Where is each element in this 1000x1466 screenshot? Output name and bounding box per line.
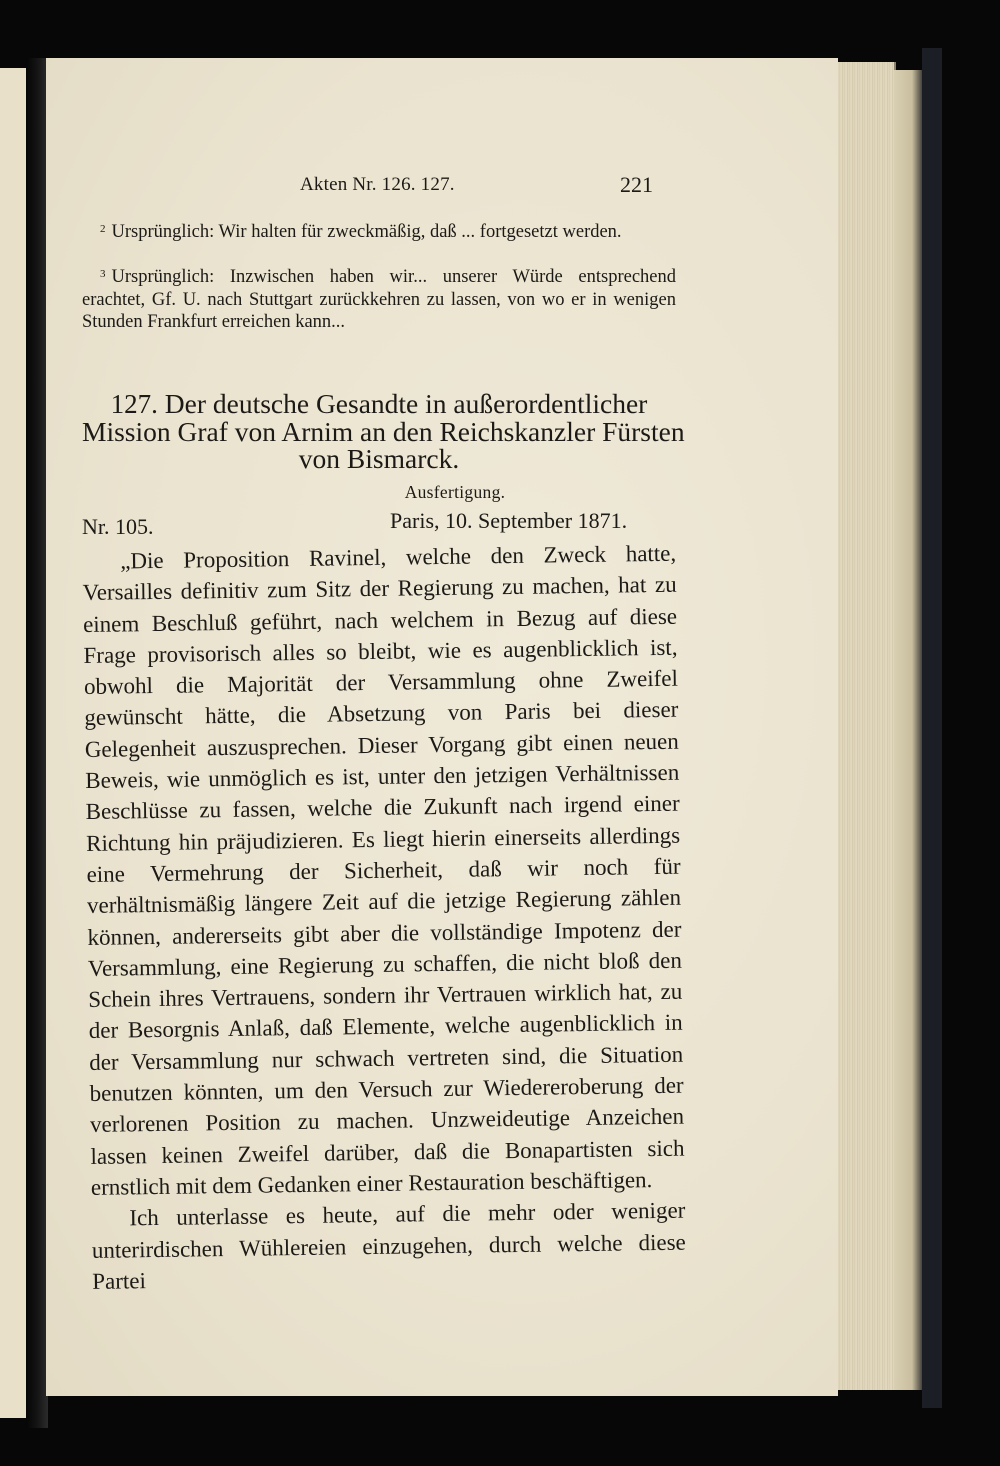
footnote-text: Ursprünglich: Wir halten für zweckmäßig, daß ... fortgesetzt werden. (111, 222, 622, 242)
heading-line-2: Mission Graf von Arnim an den Reichskanzler Fürsten (82, 416, 685, 447)
paragraph: „Die Proposition Ravinel, welche den Zweck hatte, Versailles definitiv zum Sitz der Regierung zu machen, hat zu einem Beschluß geführt, nach welchem in Bezug auf diese Frage provisorisch alles so bleibt, wie es augenblicklich ist, obwohl die Majorität der Versammlung ohne Zweifel gewünscht hätte, die Absetzung von Paris bei dieser Gelegenheit auszusprechen. Dieser Vorgang gibt einen neuen Beweis, wie unmöglich es ist, unter den jetzigen Verhältnissen Beschlüsse zu fassen, welche die Zukunft nach irgend einer Richtung hin präjudizieren. Es liegt hierin einerseits allerdings eine Vermehrung der Sicherheit, daß wir noch für verhältnismäßig längere Zeit auf die jetzige Regierung zählen können, andererseits gibt aber die vollständige Impotenz der Versammlung, eine Regierung zu schaffen, die nicht bloß den Schein ihres Vertrauens, sondern ihr Vertrauen wirklich hat, zu der Besorgnis Anlaß, daß Elemente, welche augenblicklich in der Versammlung nur schwach vertreten sind, die Situation benutzen könnten, um den Versuch zur Wiedereroberung der verlorenen Position zu machen. Unzweideutige Anzeichen lassen keinen Zweifel darüber, daß die Bonapartisten sich ernstlich mit dem Gedanken einer Restauration beschäftigen. (82, 540, 685, 1200)
heading-line-1 (82, 390, 676, 418)
document-number: 127. (110, 389, 158, 419)
heading-line-3: von Bismarck. (298, 443, 460, 474)
book-cover-edge (922, 48, 942, 1408)
page-block-edge (838, 62, 896, 1390)
paragraph: Ich unterlasse es heute, auf die mehr oder weniger unterirdischen Wühlereien einzugehen, durch welche diese Partei (91, 1197, 686, 1294)
running-head-title: Akten Nr. 126. 127. (300, 174, 455, 195)
heading-text: Der deutsche Gesandte in außerordentlicher (164, 388, 648, 419)
footnote-mark: 2 (100, 223, 106, 235)
document-type: Ausfertigung. (404, 482, 506, 502)
footnote-mark: 3 (100, 268, 106, 280)
place-date: Paris, 10. September 1871. (390, 508, 628, 533)
footnote (82, 218, 676, 244)
body-text (82, 538, 686, 1297)
report-number: Nr. 105. (82, 514, 154, 539)
book-page (46, 58, 838, 1396)
footnote-text: Ursprünglich: Inzwischen haben wir... unserer Würde entsprechend erachtet, Gf. U. nach Stuttgart zurückkehren zu lassen, von wo er in wenigen Stunden Frankfurt erreichen kann... (82, 267, 676, 332)
cover-board-edge (894, 70, 924, 1390)
document-heading (82, 388, 685, 474)
footnote (82, 263, 676, 334)
book-gutter (26, 58, 48, 1428)
facing-page-edge (0, 68, 28, 1418)
page-number: 221 (620, 172, 653, 197)
running-head (46, 172, 838, 202)
